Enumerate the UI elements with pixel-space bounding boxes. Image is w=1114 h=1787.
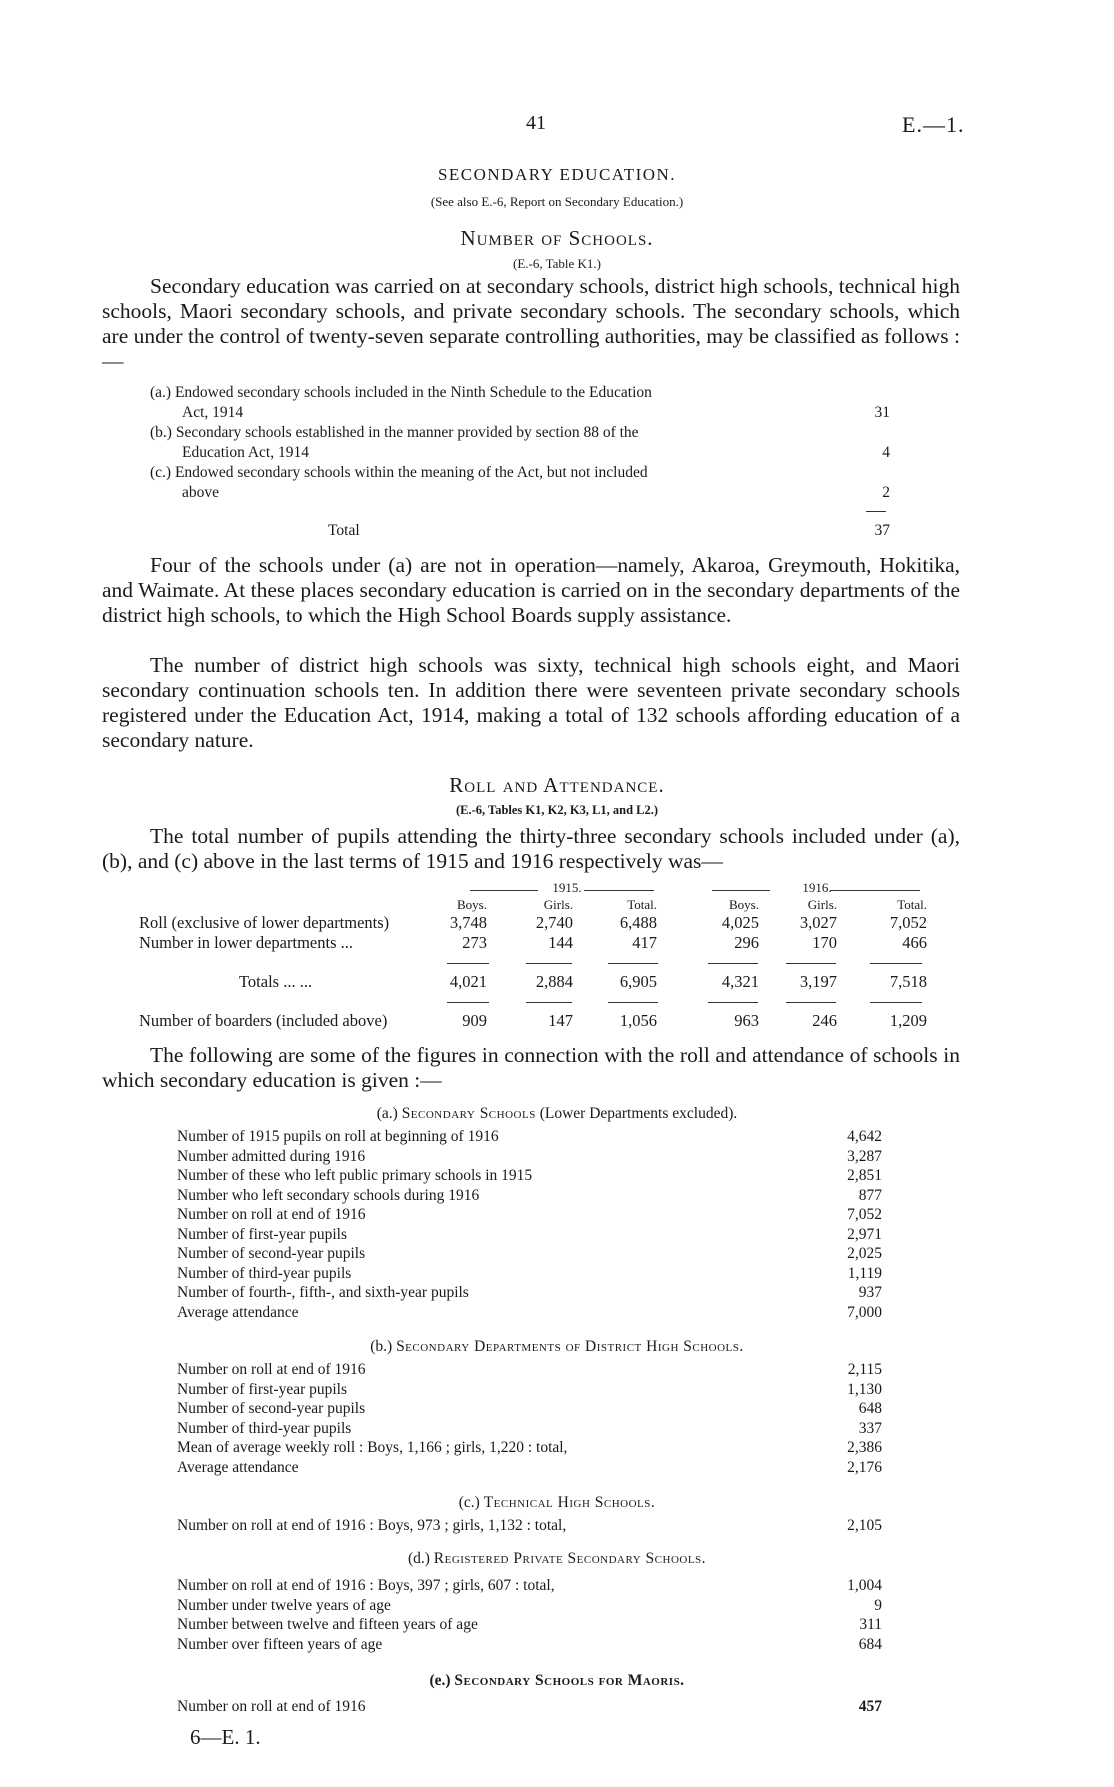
table-row: Number of second-year pupils 2,025 — [177, 1245, 882, 1262]
sum-rule — [526, 963, 572, 964]
sum-rule — [786, 963, 836, 964]
section-b-table — [177, 1360, 882, 1477]
sum-rule — [870, 963, 922, 964]
document-reference: E.—1. — [902, 112, 965, 137]
roll-attendance-heading: Roll and Attendance. — [449, 773, 665, 797]
year-brace-right-b — [830, 890, 920, 891]
class-item-cont: above 2 — [182, 484, 890, 501]
total-rule — [866, 511, 886, 512]
table-row: Average attendance 2,176 — [177, 1458, 882, 1476]
total-row: Total 37 — [328, 522, 890, 539]
see-also-note: (See also E.-6, Report on Secondary Education.) — [430, 194, 684, 209]
table-row: Number on roll at end of 1916 7,052 — [177, 1206, 882, 1223]
roll-intro-paragraph: The total number of pupils attending the thirty-three secondary schools included under (a), (b), and (c) above in the last terms of 1915 and 1916 respectively was— — [102, 824, 960, 873]
number-of-schools-heading: Number of Schools. — [460, 226, 654, 250]
table-row: Number under twelve years of age 9 — [177, 1596, 882, 1614]
year-header-row — [102, 880, 960, 898]
sum-rule — [526, 1002, 572, 1003]
section-d-table — [177, 1576, 882, 1654]
section-e-table — [177, 1697, 882, 1717]
table-row: Number admitted during 1916 3,287 — [177, 1147, 882, 1165]
table-row: Number over fifteen years of age 684 — [177, 1635, 882, 1653]
section-e-title: (e.) Secondary Schools for Maoris. — [429, 1672, 685, 1689]
year-brace-left-a — [470, 890, 538, 891]
table-row: Average attendance 7,000 — [177, 1303, 882, 1321]
year-1915: 1915. — [552, 880, 582, 895]
table-row: Number of second-year pupils 648 — [177, 1400, 882, 1417]
section-a-title: (a.) Secondary Schools (Lower Departments excluded). — [376, 1105, 738, 1122]
roll-attendance-source: (E.-6, Tables K1, K2, K3, L1, and L2.) — [455, 803, 659, 817]
sum-rule — [447, 1002, 489, 1003]
class-item: (c.) Endowed secondary schools within the meaning of the Act, but not included — [150, 464, 648, 481]
table-row: Number of third-year pupils 1,119 — [177, 1264, 882, 1282]
table-row: Number on roll at end of 1916 : Boys, 973 ; girls, 1,132 : total, 2,105 — [177, 1517, 882, 1534]
table-row: Number between twelve and fifteen years of age 311 — [177, 1616, 882, 1633]
section-c-title: (c.) Technical High Schools. — [458, 1494, 656, 1511]
sum-rule — [708, 963, 758, 964]
number-of-schools-source: (E.-6, Table K1.) — [512, 256, 602, 271]
sum-rule — [786, 1002, 836, 1003]
table-row: Number of fourth-, fifth-, and sixth-year pupils 937 — [177, 1284, 882, 1301]
school-classification-list — [150, 383, 890, 503]
year-brace-right-a — [712, 890, 770, 891]
paragraph-school-counts: The number of district high schools was sixty, technical high schools eight, and Maori secondary continuation schools ten. In addition there were seventeen private secondary schools registered under the Education Act, 1914, making a total of 132 schools affording education of a secondary nature. — [102, 653, 960, 752]
table-row: Number of these who left public primary schools in 1915 2,851 — [177, 1167, 882, 1184]
sum-rule — [708, 1002, 758, 1003]
table-row: Number of first-year pupils 2,971 — [177, 1225, 882, 1243]
sum-rule — [608, 963, 658, 964]
table-row: Mean of average weekly roll : Boys, 1,166 ; girls, 1,220 : total, 2,386 — [177, 1439, 882, 1456]
section-title: SECONDARY EDUCATION. — [437, 165, 677, 184]
paragraph-schools-not-operating: Four of the schools under (a) are not in operation—namely, Akaroa, Greymouth, Hokitika, and Waimate. At these places secondary education is carried on in the secondary departments of the district high schools, to which the High School Boards supply assistance. — [102, 553, 960, 627]
sum-rule — [608, 1002, 658, 1003]
table-row: Number on roll at end of 1916 457 — [177, 1698, 882, 1715]
table-row: Number of first-year pupils 1,130 — [177, 1380, 882, 1398]
page-number: 41 — [526, 112, 546, 134]
table-row: Number of 1915 pupils on roll at beginning of 1916 4,642 — [177, 1128, 882, 1145]
section-d-title: (d.) Registered Private Secondary Schools. — [407, 1550, 707, 1567]
class-item: (a.) Endowed secondary schools included in the Ninth Schedule to the Education — [150, 384, 652, 401]
class-item: (b.) Secondary schools established in the manner provided by section 88 of the — [150, 424, 639, 441]
year-1916: 1916. — [802, 880, 832, 895]
section-c-table — [177, 1516, 882, 1536]
table-row: Number on roll at end of 1916 : Boys, 397 ; girls, 607 : total, 1,004 — [177, 1577, 882, 1594]
sum-rule — [870, 1002, 922, 1003]
class-item-cont: Act, 1914 31 — [182, 404, 890, 421]
year-brace-left-b — [584, 890, 654, 891]
intro-paragraph: Secondary education was carried on at secondary schools, district high schools, technical high schools, Maori secondary schools, and private secondary schools. The secondary schools, which are under the control of twenty-seven separate controlling authorities, may be classified as follows :— — [102, 274, 960, 373]
class-item-cont: Education Act, 1914 4 — [182, 444, 890, 461]
table-row: Number who left secondary schools during 1916 877 — [177, 1186, 882, 1204]
table-row: Number on roll at end of 1916 2,115 — [177, 1361, 882, 1378]
section-b-title: (b.) Secondary Departments of District High Schools. — [370, 1338, 744, 1355]
page-footer: 6—E. 1. — [190, 1725, 261, 1749]
sum-rule — [447, 963, 489, 964]
following-intro-paragraph: The following are some of the figures in connection with the roll and attendance of schools in which secondary education is given :— — [102, 1043, 960, 1092]
section-a-table — [177, 1127, 882, 1322]
table-row: Number of third-year pupils 337 — [177, 1419, 882, 1437]
